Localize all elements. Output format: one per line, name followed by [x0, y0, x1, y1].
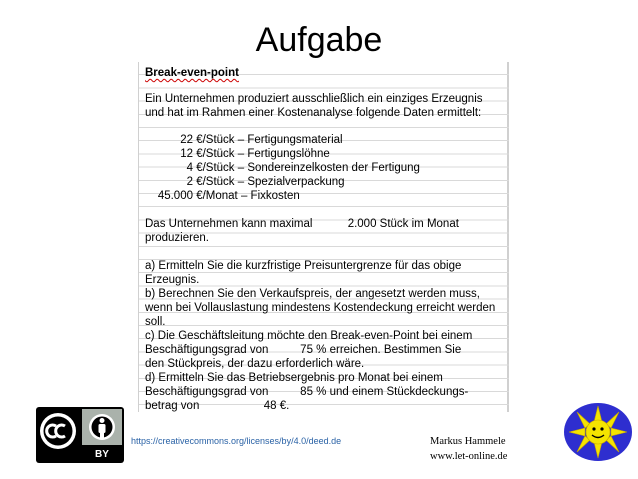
- cost-row: 2 €/Stück – Spezialverpackung: [186, 176, 345, 188]
- cost-row: 4 €/Stück – Sondereinzelkosten der Fertigung: [186, 162, 420, 174]
- sheet-heading: Break-even-point: [145, 67, 239, 79]
- task-d-cont: Beschäftigungsgrad von 85 % und einem Stückdeckungs-: [145, 386, 469, 398]
- task-c-cont: Beschäftigungsgrad von 75 % erreichen. Bestimmen Sie: [145, 344, 462, 356]
- license-link[interactable]: https://creativecommons.org/licenses/by/4.0/deed.de: [131, 436, 342, 446]
- task-d: d) Ermitteln Sie das Betriebsergebnis pro Monat bei einem: [145, 372, 443, 384]
- cc-by-icon: [36, 407, 124, 463]
- task-c-cont: den Stückpreis, der dazu erforderlich wäre.: [145, 358, 365, 370]
- author-name: Markus Hammele: [430, 436, 506, 447]
- intro-line-2: und hat im Rahmen einer Kostenanalyse folgende Daten ermittelt:: [145, 107, 482, 119]
- task-d-cont: betrag von 48 €.: [145, 400, 290, 412]
- sun-logo-icon: [563, 402, 633, 462]
- author-site: www.let-online.de: [430, 451, 508, 462]
- task-a: a) Ermitteln Sie die kurzfristige Preisuntergrenze für das obige: [145, 260, 462, 272]
- cost-row: 12 €/Stück – Fertigungslöhne: [180, 148, 330, 160]
- task-b-cont: wenn bei Vollauslastung mindestens Kostendeckung erreicht werden: [145, 302, 496, 314]
- spreadsheet-excerpt: [138, 62, 509, 412]
- task-b: b) Berechnen Sie den Verkaufspreis, der angesetzt werden muss,: [145, 288, 480, 300]
- task-c: c) Die Geschäftsleitung möchte den Break-even-Point bei einem: [145, 330, 473, 342]
- intro-line-1: Ein Unternehmen produziert ausschließlich ein einziges Erzeugnis: [145, 93, 483, 105]
- capacity-line: Das Unternehmen kann maximal 2.000 Stück im Monat: [145, 218, 459, 230]
- slide-title: Aufgabe: [255, 21, 383, 59]
- cc-by-license-logo: [36, 407, 124, 463]
- capacity-line-2: produzieren.: [145, 232, 209, 244]
- cost-row: 22 €/Stück – Fertigungsmaterial: [180, 134, 343, 146]
- task-b-cont: soll.: [145, 316, 166, 328]
- svg-text:BY: BY: [95, 449, 109, 460]
- author-credit: [430, 434, 507, 464]
- cost-row: 45.000 €/Monat – Fixkosten: [157, 190, 300, 202]
- task-a-cont: Erzeugnis.: [145, 274, 200, 286]
